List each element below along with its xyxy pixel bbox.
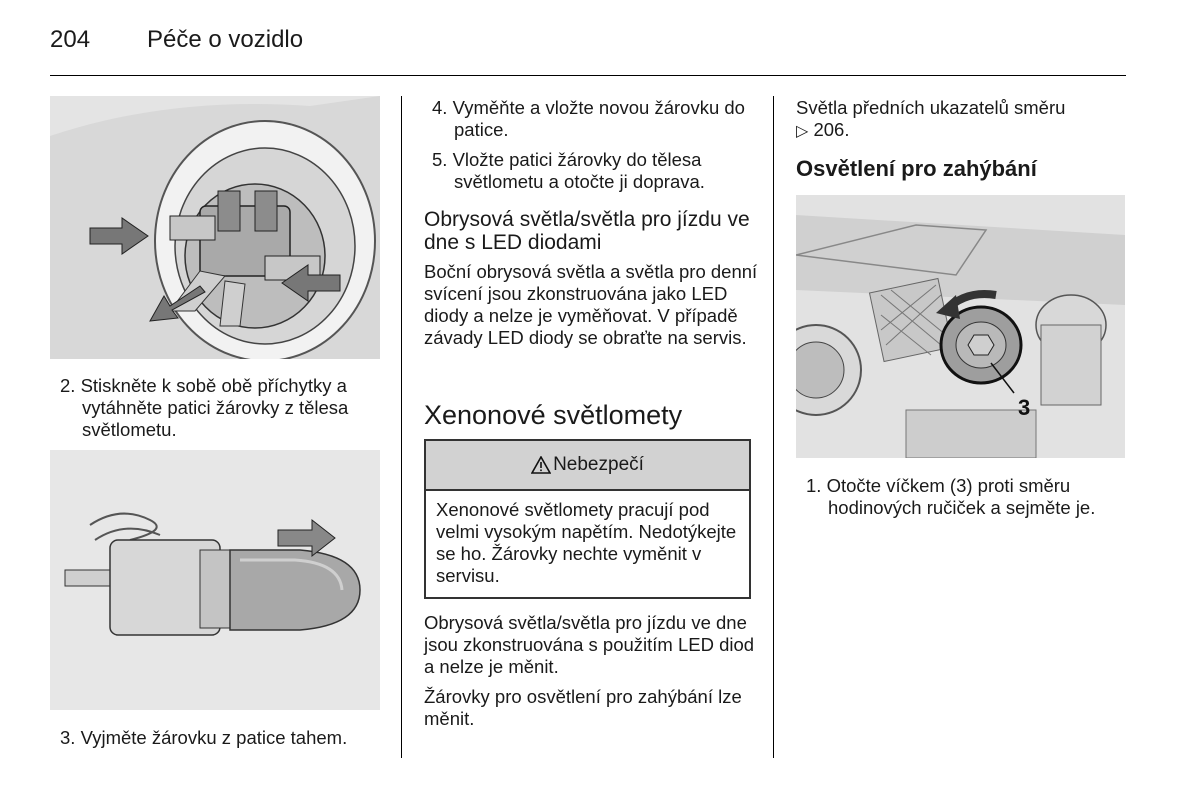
led-text: Boční obrysová světla a světla pro denní svícení jsou zkonstruována jako LED diody a nelze je vyměňovat. V případě závady LED diody se obraťte na servis. (424, 261, 758, 348)
led-heading: Obrysová světla/světla pro jízdu ve dne s LED diodami (424, 208, 750, 254)
step-2: 2. Stiskněte k sobě obě příchytky a vytáhněte patici žárovky z tělesa světlometu. (60, 375, 349, 440)
header-rule (50, 75, 1126, 76)
page-reference-link[interactable]: 206. (813, 119, 850, 140)
bulb-holder-illustration (50, 96, 380, 359)
step-5: 5. Vložte patici žárovky do tělesa světlometu a otočte ji doprava. (432, 149, 705, 192)
page-number: 204 (50, 26, 91, 53)
figure-callout-3: 3 (1018, 395, 1031, 420)
figure-bulb-pull-out (50, 450, 380, 710)
cornering-light-illustration (796, 195, 1125, 458)
para-cornering-bulbs: Žárovky pro osvětlení pro zahýbání lze měnit. (424, 686, 742, 729)
step-4: 4. Vyměňte a vložte novou žárovku do patice. (432, 97, 745, 140)
danger-label: Nebezpečí (553, 454, 644, 475)
para-led-running-lights: Obrysová světla/světla pro jízdu ve dne jsou zkonstruována s použitím LED diod a nelze je měnit. (424, 612, 755, 677)
figure-cornering-light (796, 195, 1125, 458)
page-reference-arrow-icon: ▷ (796, 123, 809, 140)
danger-header (426, 441, 749, 491)
reference-text: Světla předních ukazatelů směru (796, 97, 1066, 118)
warning-triangle-icon (531, 456, 551, 474)
cornering-heading: Osvětlení pro zahýbání (796, 156, 1037, 181)
step-1: 1. Otočte víčkem (3) proti směru hodinových ručiček a sejměte je. (806, 475, 1096, 518)
column-divider-right (773, 96, 774, 758)
page-title: Péče o vozidlo (147, 26, 304, 53)
figure-bulb-holder-removal (50, 96, 380, 359)
xenon-heading: Xenonové světlomety (424, 400, 683, 430)
bulb-illustration (50, 450, 380, 710)
danger-box (424, 439, 751, 599)
turn-signal-reference (796, 97, 1126, 143)
step-3: 3. Vyjměte žárovku z patice tahem. (60, 727, 348, 748)
danger-text: Xenonové světlomety pracují pod velmi vysokým napětím. Nedotýkejte se ho. Žárovky nechte vyměnit v servisu. (436, 499, 737, 586)
